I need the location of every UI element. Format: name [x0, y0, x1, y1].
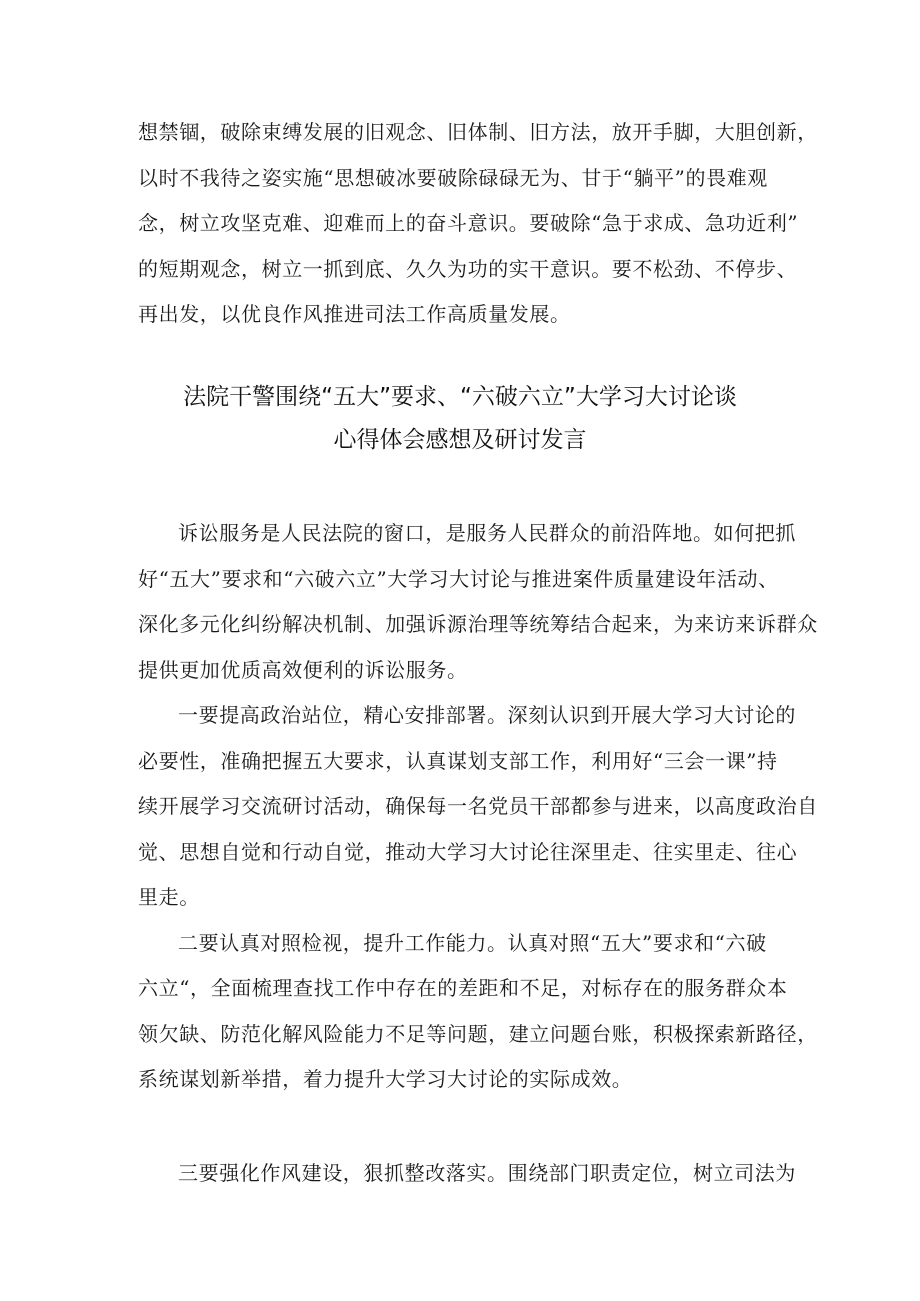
body-line: 六立“，全面梳理查找工作中存在的差距和不足，对标存在的服务群众本	[138, 976, 788, 1000]
body-line: 领欠缺、防范化解风险能力不足等问题，建立问题台账，积极探索新路径，	[138, 1022, 818, 1046]
paragraph-first-line: 三要强化作风建设，狠抓整改落实。围绕部门职责定位，树立司法为	[178, 1161, 796, 1185]
section-title-line-1: 法院干警围绕“五大”要求、“六破六立”大学习大讨论谈	[183, 384, 737, 410]
body-line: 深化多元化纠纷解决机制、加强诉源治理等统筹结合起来，为来访来诉群众	[138, 612, 818, 636]
body-line: 续开展学习交流研讨活动，确保每一名党员干部都参与进来，以高度政治自	[138, 794, 818, 818]
body-line: 提供更加优质高效便利的诉讼服务。	[138, 658, 468, 682]
paragraph-first-line: 一要提高政治站位，精心安排部署。深刻认识到开展大学习大讨论的	[178, 703, 796, 727]
section-title-line-2: 心得体会感想及研讨发言	[333, 427, 587, 453]
body-line: 里走。	[138, 885, 200, 909]
body-line: 系统谋划新举措，着力提升大学习大讨论的实际成效。	[138, 1067, 633, 1091]
body-line: 再出发，以优良作风推进司法工作高质量发展。	[138, 302, 571, 326]
body-line: 念，树立攻坚克难、迎难而上的奋斗意识。要破除“急于求成、急功近利”	[138, 211, 799, 235]
body-line: 好“五大”要求和“六破六立”大学习大讨论与推进案件质量建设年活动、	[138, 567, 779, 591]
body-line: 必要性，准确把握五大要求，认真谋划支部工作，利用好“三会一课”持	[138, 749, 778, 773]
body-line: 觉、思想自觉和行动自觉，推动大学习大讨论往深里走、往实里走、往心	[138, 840, 798, 864]
body-line: 想禁锢，破除束缚发展的旧观念、旧体制、旧方法，放开手脚，大胆创新，	[138, 120, 818, 144]
body-line: 以时不我待之姿实施“思想破冰要破除碌碌无为、甘于“躺平”的畏难观	[138, 166, 768, 190]
body-line: 的短期观念，树立一抓到底、久久为功的实干意识。要不松劲、不停步、	[138, 257, 798, 281]
paragraph-first-line: 诉讼服务是人民法院的窗口，是服务人民群众的前沿阵地。如何把抓	[178, 521, 796, 545]
paragraph-first-line: 二要认真对照检视，提升工作能力。认真对照“五大”要求和“六破	[178, 931, 767, 955]
